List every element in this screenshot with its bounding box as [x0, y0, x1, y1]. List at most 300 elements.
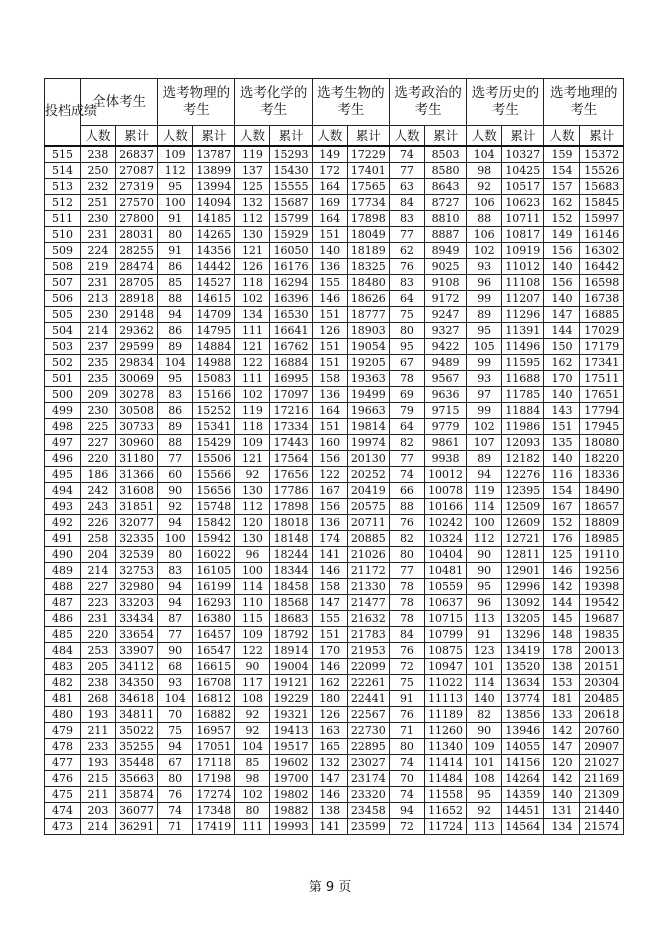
cumulative-cell: 17794: [580, 403, 624, 419]
count-cell: 92: [235, 467, 270, 483]
count-cell: 102: [235, 291, 270, 307]
cumulative-cell: 15997: [580, 211, 624, 227]
cumulative-cell: 17419: [193, 819, 235, 835]
score-cell: 505: [45, 307, 81, 323]
cumulative-cell: 15656: [193, 483, 235, 499]
cumulative-cell: 13787: [193, 146, 235, 163]
group-header: 选考生物的考生: [312, 79, 389, 126]
count-cell: 82: [467, 707, 502, 723]
cumulative-cell: 14795: [193, 323, 235, 339]
cumulative-cell: 34811: [115, 707, 157, 723]
cumulative-cell: 20013: [580, 643, 624, 659]
table-row: [45, 211, 624, 227]
cumulative-cell: 10517: [502, 179, 544, 195]
cumulative-cell: 16176: [270, 259, 312, 275]
cumulative-cell: 27087: [115, 163, 157, 179]
score-cell: 494: [45, 483, 81, 499]
count-cell: 146: [312, 563, 347, 579]
count-cell: 147: [312, 771, 347, 787]
count-cell: 92: [158, 499, 193, 515]
count-cell: 137: [235, 163, 270, 179]
cumulative-cell: 22730: [347, 723, 389, 739]
cumulative-cell: 21477: [347, 595, 389, 611]
count-cell: 227: [80, 435, 115, 451]
cumulative-cell: 13994: [193, 179, 235, 195]
table-row: [45, 451, 624, 467]
cumulative-cell: 26837: [115, 146, 157, 163]
count-cell: 235: [80, 355, 115, 371]
cumulative-cell: 32980: [115, 579, 157, 595]
cumulative-cell: 30278: [115, 387, 157, 403]
count-cell: 76: [389, 643, 424, 659]
count-cell: 230: [80, 403, 115, 419]
count-cell: 95: [389, 339, 424, 355]
count-cell: 67: [158, 755, 193, 771]
count-cell: 95: [467, 787, 502, 803]
count-cell: 87: [158, 611, 193, 627]
cumulative-cell: 22567: [347, 707, 389, 723]
cumulative-cell: 14615: [193, 291, 235, 307]
count-cell: 258: [80, 531, 115, 547]
table-row: [45, 146, 624, 163]
cumulative-cell: 28474: [115, 259, 157, 275]
cumulative-cell: 17898: [270, 499, 312, 515]
score-cell: 502: [45, 355, 81, 371]
count-cell: 121: [235, 339, 270, 355]
cumulative-cell: 9636: [424, 387, 466, 403]
count-cell: 94: [158, 515, 193, 531]
cumulative-cell: 10947: [424, 659, 466, 675]
count-cell: 134: [544, 819, 580, 835]
count-cell: 82: [389, 531, 424, 547]
count-cell: 125: [544, 547, 580, 563]
cumulative-cell: 17274: [193, 787, 235, 803]
cumulative-cell: 13419: [502, 643, 544, 659]
cumulative-cell: 17179: [580, 339, 624, 355]
count-cell: 125: [235, 179, 270, 195]
count-cell: 108: [235, 691, 270, 707]
cumulative-cell: 11113: [424, 691, 466, 707]
cumulative-cell: 15687: [270, 195, 312, 211]
cumulative-cell: 10012: [424, 467, 466, 483]
count-cell: 214: [80, 323, 115, 339]
table-row: [45, 643, 624, 659]
count-cell: 147: [544, 307, 580, 323]
score-distribution-table: [44, 78, 624, 835]
count-cell: 117: [235, 675, 270, 691]
count-cell: 225: [80, 419, 115, 435]
score-cell: 491: [45, 531, 81, 547]
table-row: [45, 275, 624, 291]
cumulative-cell: 9715: [424, 403, 466, 419]
count-cell: 204: [80, 547, 115, 563]
count-cell: 100: [467, 515, 502, 531]
count-cell: 172: [312, 163, 347, 179]
cumulative-cell: 17334: [270, 419, 312, 435]
count-cell: 107: [467, 435, 502, 451]
cumulative-cell: 28255: [115, 243, 157, 259]
cumulative-cell: 17786: [270, 483, 312, 499]
count-cell: 133: [544, 707, 580, 723]
count-header: 人数: [389, 126, 424, 147]
cumulative-cell: 11340: [424, 739, 466, 755]
score-cell: 514: [45, 163, 81, 179]
count-cell: 215: [80, 771, 115, 787]
score-cell: 486: [45, 611, 81, 627]
count-cell: 92: [467, 803, 502, 819]
cumulative-cell: 17945: [580, 419, 624, 435]
table-row: [45, 163, 624, 179]
count-cell: 91: [158, 211, 193, 227]
count-cell: 74: [389, 787, 424, 803]
cumulative-cell: 23320: [347, 787, 389, 803]
cumulative-cell: 17348: [193, 803, 235, 819]
cumulative-cell: 16995: [270, 371, 312, 387]
cumulative-cell: 34350: [115, 675, 157, 691]
count-cell: 66: [389, 483, 424, 499]
count-cell: 104: [158, 691, 193, 707]
cumulative-cell: 36291: [115, 819, 157, 835]
cumulative-cell: 21309: [580, 787, 624, 803]
cumulative-cell: 15683: [580, 179, 624, 195]
count-cell: 86: [158, 403, 193, 419]
cumulative-cell: 16547: [193, 643, 235, 659]
count-cell: 219: [80, 259, 115, 275]
count-cell: 238: [80, 675, 115, 691]
cumulative-cell: 16105: [193, 563, 235, 579]
count-cell: 226: [80, 515, 115, 531]
count-cell: 104: [467, 146, 502, 163]
count-cell: 154: [544, 483, 580, 499]
score-cell: 498: [45, 419, 81, 435]
cumulative-cell: 15341: [193, 419, 235, 435]
count-cell: 86: [158, 259, 193, 275]
cumulative-cell: 19413: [270, 723, 312, 739]
count-cell: 77: [389, 563, 424, 579]
score-cell: 481: [45, 691, 81, 707]
count-cell: 82: [389, 435, 424, 451]
count-cell: 146: [312, 291, 347, 307]
count-cell: 64: [389, 291, 424, 307]
cumulative-cell: 15252: [193, 403, 235, 419]
table-row: [45, 707, 624, 723]
cumulative-cell: 17097: [270, 387, 312, 403]
group-header: 选考历史的考生: [467, 79, 544, 126]
table-row: [45, 355, 624, 371]
count-cell: 72: [389, 819, 424, 835]
cumulative-cell: 11108: [502, 275, 544, 291]
count-cell: 158: [312, 371, 347, 387]
count-cell: 88: [389, 499, 424, 515]
cumulative-cell: 12509: [502, 499, 544, 515]
page-footer: 第 9 页: [308, 880, 352, 895]
cumulative-cell: 19398: [580, 579, 624, 595]
cumulative-cell: 16885: [580, 307, 624, 323]
table-body: [45, 146, 624, 835]
cumulative-cell: 16812: [193, 691, 235, 707]
count-cell: 162: [312, 675, 347, 691]
cumulative-cell: 19054: [347, 339, 389, 355]
cumulative-cell: 14451: [502, 803, 544, 819]
count-cell: 140: [544, 387, 580, 403]
count-cell: 211: [80, 723, 115, 739]
table-row: [45, 739, 624, 755]
count-cell: 83: [389, 275, 424, 291]
count-cell: 113: [467, 819, 502, 835]
cumulative-cell: 33654: [115, 627, 157, 643]
cumulative-cell: 15842: [193, 515, 235, 531]
count-cell: 214: [80, 563, 115, 579]
table-row: [45, 691, 624, 707]
group-header: 选考地理的考生: [544, 79, 624, 126]
cumulative-cell: 16530: [270, 307, 312, 323]
count-cell: 136: [312, 387, 347, 403]
count-cell: 88: [467, 211, 502, 227]
count-cell: 155: [312, 275, 347, 291]
cumulative-cell: 14094: [193, 195, 235, 211]
count-cell: 78: [389, 595, 424, 611]
table-row: [45, 611, 624, 627]
cumulative-cell: 16457: [193, 627, 235, 643]
cumulative-cell: 16762: [270, 339, 312, 355]
cumulative-cell: 19256: [580, 563, 624, 579]
table-row: [45, 419, 624, 435]
count-cell: 98: [467, 163, 502, 179]
cumulative-cell: 20485: [580, 691, 624, 707]
cumulative-cell: 18985: [580, 531, 624, 547]
score-cell: 485: [45, 627, 81, 643]
count-cell: 76: [389, 259, 424, 275]
count-cell: 77: [158, 627, 193, 643]
count-cell: 209: [80, 387, 115, 403]
cumulative-cell: 15372: [580, 146, 624, 163]
cumulative-cell: 18458: [270, 579, 312, 595]
count-cell: 123: [467, 643, 502, 659]
score-cell: 488: [45, 579, 81, 595]
score-cell: 504: [45, 323, 81, 339]
cumulative-cell: 12901: [502, 563, 544, 579]
count-cell: 243: [80, 499, 115, 515]
count-cell: 93: [467, 371, 502, 387]
count-cell: 186: [80, 467, 115, 483]
cumulative-cell: 10623: [502, 195, 544, 211]
count-cell: 95: [467, 579, 502, 595]
count-cell: 101: [467, 659, 502, 675]
cumulative-cell: 14264: [502, 771, 544, 787]
count-cell: 68: [158, 659, 193, 675]
count-cell: 120: [235, 515, 270, 531]
cumulative-cell: 35874: [115, 787, 157, 803]
cumulative-cell: 15748: [193, 499, 235, 515]
cumulative-cell: 13092: [502, 595, 544, 611]
count-cell: 162: [544, 355, 580, 371]
count-cell: 140: [544, 291, 580, 307]
cumulative-cell: 30508: [115, 403, 157, 419]
cumulative-cell: 15929: [270, 227, 312, 243]
count-cell: 105: [467, 339, 502, 355]
cumulative-cell: 11688: [502, 371, 544, 387]
table-row: [45, 467, 624, 483]
count-cell: 150: [544, 339, 580, 355]
count-cell: 86: [158, 323, 193, 339]
cumulative-cell: 15429: [193, 435, 235, 451]
cumulative-cell: 9172: [424, 291, 466, 307]
count-cell: 223: [80, 595, 115, 611]
count-cell: 63: [389, 179, 424, 195]
cumulative-cell: 28705: [115, 275, 157, 291]
cumulative-cell: 11260: [424, 723, 466, 739]
cumulative-cell: 15430: [270, 163, 312, 179]
count-cell: 235: [80, 371, 115, 387]
table-row: [45, 387, 624, 403]
cumulative-cell: 11189: [424, 707, 466, 723]
count-cell: 114: [467, 675, 502, 691]
score-cell: 477: [45, 755, 81, 771]
cumulative-cell: 32077: [115, 515, 157, 531]
count-cell: 85: [158, 275, 193, 291]
score-cell: 503: [45, 339, 81, 355]
count-cell: 238: [80, 146, 115, 163]
cumulative-cell: 29834: [115, 355, 157, 371]
score-cell: 484: [45, 643, 81, 659]
count-cell: 75: [389, 307, 424, 323]
cumulative-cell: 16615: [193, 659, 235, 675]
cumulative-cell: 17401: [347, 163, 389, 179]
count-cell: 83: [389, 211, 424, 227]
score-cell: 474: [45, 803, 81, 819]
count-cell: 104: [158, 355, 193, 371]
cumulative-cell: 22441: [347, 691, 389, 707]
cumulative-cell: 14564: [502, 819, 544, 835]
count-cell: 174: [312, 531, 347, 547]
cumulative-cell: 10637: [424, 595, 466, 611]
cumulative-cell: 32753: [115, 563, 157, 579]
cumulative-cell: 17029: [580, 323, 624, 339]
count-cell: 74: [158, 803, 193, 819]
cumulative-header: 累计: [580, 126, 624, 147]
cumulative-cell: 10919: [502, 243, 544, 259]
cumulative-cell: 18148: [270, 531, 312, 547]
count-cell: 102: [467, 243, 502, 259]
score-cell: 508: [45, 259, 81, 275]
cumulative-cell: 11884: [502, 403, 544, 419]
cumulative-cell: 23174: [347, 771, 389, 787]
table-row: [45, 243, 624, 259]
count-cell: 80: [158, 547, 193, 563]
cumulative-cell: 16146: [580, 227, 624, 243]
cumulative-cell: 13205: [502, 611, 544, 627]
cumulative-cell: 15293: [270, 146, 312, 163]
cumulative-cell: 20907: [580, 739, 624, 755]
count-cell: 93: [467, 259, 502, 275]
table-row: [45, 531, 624, 547]
cumulative-cell: 16641: [270, 323, 312, 339]
count-cell: 111: [235, 371, 270, 387]
count-cell: 99: [467, 403, 502, 419]
cumulative-cell: 34112: [115, 659, 157, 675]
cumulative-cell: 13634: [502, 675, 544, 691]
table-row: [45, 371, 624, 387]
count-cell: 146: [312, 787, 347, 803]
cumulative-cell: 19205: [347, 355, 389, 371]
cumulative-cell: 18626: [347, 291, 389, 307]
cumulative-cell: 15566: [193, 467, 235, 483]
count-cell: 101: [467, 755, 502, 771]
count-cell: 232: [80, 179, 115, 195]
cumulative-cell: 9108: [424, 275, 466, 291]
cumulative-cell: 20760: [580, 723, 624, 739]
count-cell: 126: [312, 707, 347, 723]
cumulative-cell: 18336: [580, 467, 624, 483]
count-cell: 146: [312, 659, 347, 675]
count-cell: 100: [158, 195, 193, 211]
count-cell: 136: [312, 259, 347, 275]
count-cell: 149: [544, 227, 580, 243]
table-header: [45, 79, 624, 147]
count-cell: 151: [312, 627, 347, 643]
cumulative-cell: 11012: [502, 259, 544, 275]
count-cell: 169: [312, 195, 347, 211]
count-cell: 83: [158, 387, 193, 403]
cumulative-cell: 20151: [580, 659, 624, 675]
count-cell: 138: [312, 803, 347, 819]
count-cell: 89: [158, 339, 193, 355]
count-cell: 156: [312, 451, 347, 467]
cumulative-cell: 31180: [115, 451, 157, 467]
cumulative-cell: 8643: [424, 179, 466, 195]
cumulative-cell: 11414: [424, 755, 466, 771]
cumulative-cell: 23027: [347, 755, 389, 771]
cumulative-header: 累计: [193, 126, 235, 147]
cumulative-cell: 13899: [193, 163, 235, 179]
group-header: 选考化学的考生: [235, 79, 312, 126]
cumulative-cell: 31608: [115, 483, 157, 499]
count-cell: 94: [158, 307, 193, 323]
cumulative-cell: 19499: [347, 387, 389, 403]
count-cell: 141: [312, 819, 347, 835]
table-row: [45, 659, 624, 675]
count-cell: 91: [467, 627, 502, 643]
count-cell: 104: [235, 739, 270, 755]
count-cell: 102: [235, 787, 270, 803]
cumulative-cell: 14156: [502, 755, 544, 771]
count-cell: 121: [235, 451, 270, 467]
count-cell: 156: [312, 499, 347, 515]
cumulative-cell: 20304: [580, 675, 624, 691]
count-cell: 159: [544, 146, 580, 163]
cumulative-cell: 14709: [193, 307, 235, 323]
cumulative-cell: 30069: [115, 371, 157, 387]
table-row: [45, 563, 624, 579]
count-cell: 100: [235, 563, 270, 579]
count-cell: 114: [235, 579, 270, 595]
count-cell: 253: [80, 643, 115, 659]
cumulative-cell: 16738: [580, 291, 624, 307]
cumulative-cell: 10711: [502, 211, 544, 227]
cumulative-cell: 18220: [580, 451, 624, 467]
cumulative-cell: 14359: [502, 787, 544, 803]
score-cell: 496: [45, 451, 81, 467]
count-cell: 142: [544, 771, 580, 787]
cumulative-cell: 18189: [347, 243, 389, 259]
cumulative-cell: 30733: [115, 419, 157, 435]
cumulative-cell: 35663: [115, 771, 157, 787]
cumulative-cell: 21953: [347, 643, 389, 659]
count-cell: 167: [544, 499, 580, 515]
cumulative-cell: 18792: [270, 627, 312, 643]
count-cell: 230: [80, 307, 115, 323]
count-cell: 70: [389, 771, 424, 787]
